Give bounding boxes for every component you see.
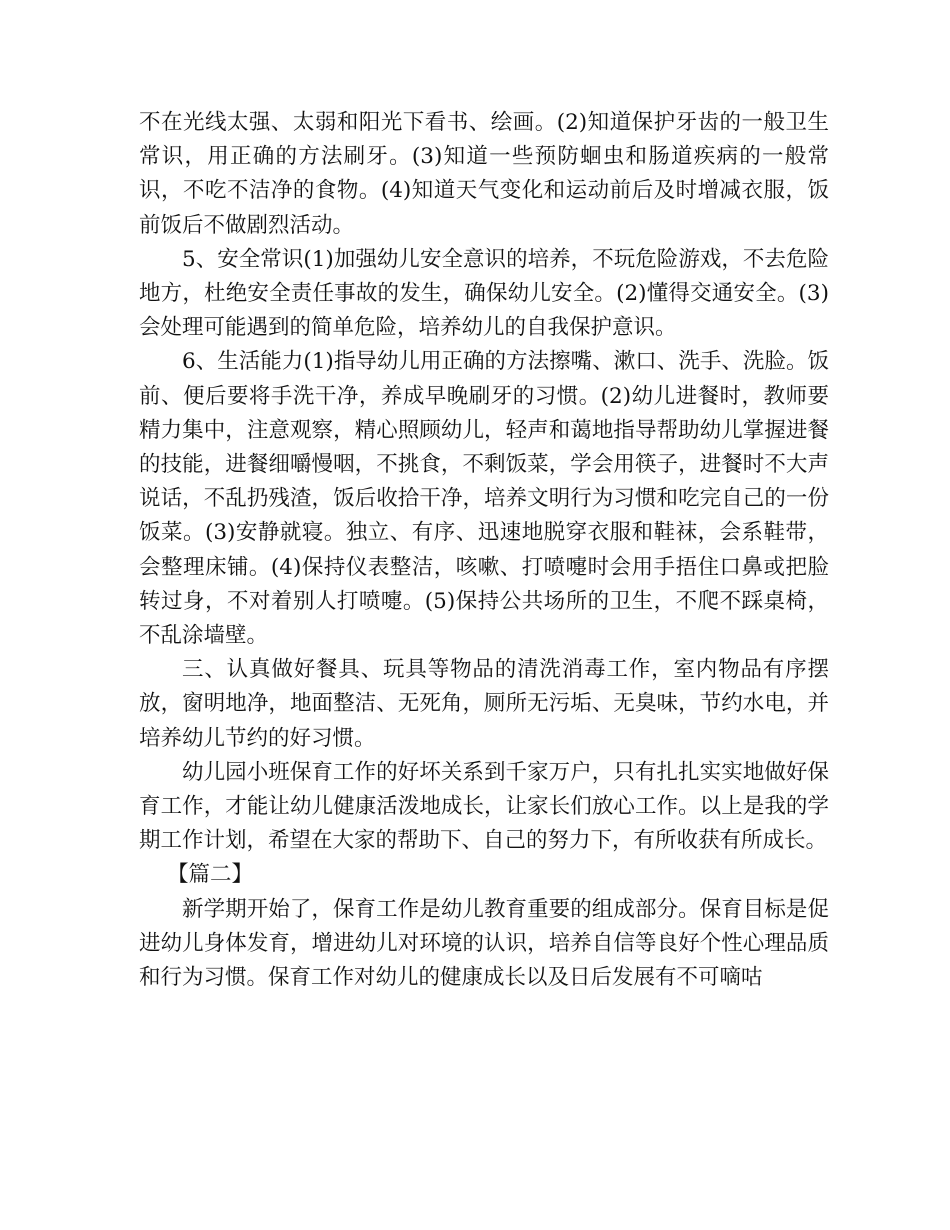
paragraph-safety-knowledge: 5、安全常识(1)加强幼儿安全意识的培养，不玩危险游戏，不去危险地方，杜绝安全责任事故的发生，确保幼儿安全。(2)懂得交通安全。(3)会处理可能遇到的简单危险，培养幼儿的自我保护意识。 <box>139 246 829 341</box>
paragraph-new-semester: 新学期开始了，保育工作是幼儿教育重要的组成部分。保育目标是促进幼儿身体发育，增进幼儿对环境的认识，培养自信等良好个性心理品质和行为习惯。保育工作对幼儿的健康成长以及日后发展有不可嘀咕 <box>139 896 829 991</box>
paragraph-conclusion: 幼儿园小班保育工作的好坏关系到千家万户，只有扎扎实实地做好保育工作，才能让幼儿健康活泼地成长，让家长们放心工作。以上是我的学期工作计划，希望在大家的帮助下、自己的努力下，有所收获有所成长。 <box>139 759 829 854</box>
document-page <box>139 106 829 995</box>
paragraph-hygiene-continued: 不在光线太强、太弱和阳光下看书、绘画。(2)知道保护牙齿的一般卫生常识，用正确的方法刷牙。(3)知道一些预防蛔虫和肠道疾病的一般常识，不吃不洁净的食物。(4)知道天气变化和运动前后及时增减衣服，饭前饭后不做剧烈活动。 <box>139 110 829 238</box>
paragraph-disinfection: 三、认真做好餐具、玩具等物品的清洗消毒工作，室内物品有序摆放，窗明地净，地面整洁、无死角，厕所无污垢、无臭味，节约水电，并培养幼儿节约的好习惯。 <box>139 657 829 751</box>
section-heading: 【篇二】 <box>166 862 253 888</box>
paragraph-life-skills: 6、生活能力(1)指导幼儿用正确的方法擦嘴、漱口、洗手、洗脸。饭前、便后要将手洗干净，养成早晚刷牙的习惯。(2)幼儿进餐时，教师要精力集中，注意观察，精心照顾幼儿，轻声和蔼地指导帮助幼儿掌握进餐的技能，进餐细嚼慢咽，不挑食，不剩饭菜，学会用筷子，进餐时不大声说话，不乱扔残渣，饭后收拾干净，培养文明行为习惯和吃完自己的一份饭菜。(3)安静就寝。独立、有序、迅速地脱穿衣服和鞋袜，会系鞋带，会整理床铺。(4)保持仪表整洁，咳嗽、打喷嚏时会用手捂住口鼻或把脸转过身，不对着别人打喷嚏。(5)保持公共场所的卫生，不爬不踩桌椅，不乱涂墙壁。 <box>139 349 829 649</box>
